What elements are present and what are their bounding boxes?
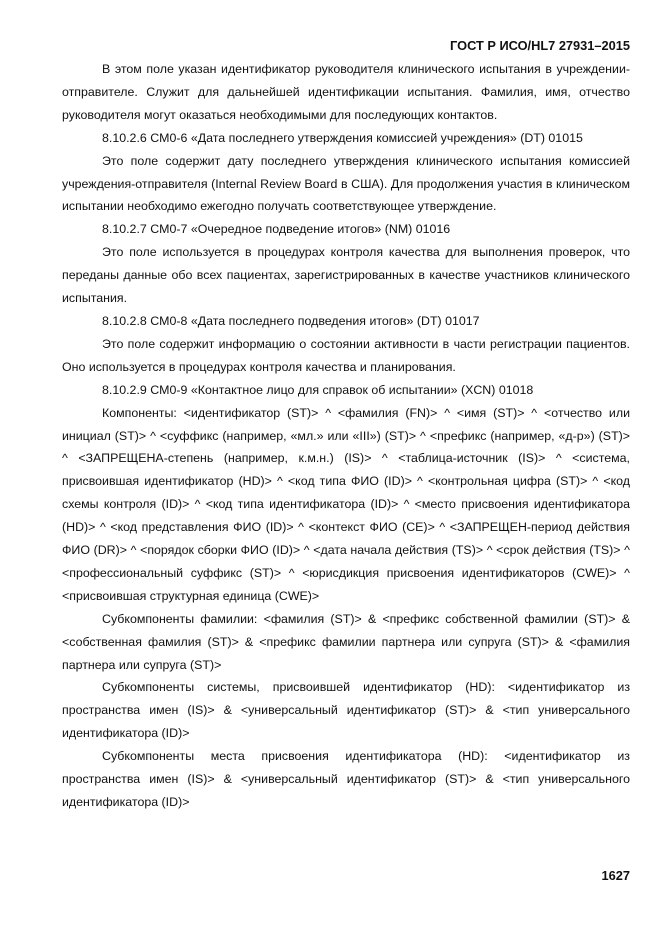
paragraph-next-review: Это поле используется в процедурах контроля качества для выполнения проверок, что переданы данные обо всех пациентах, зарегистрированных в качестве участников клинического испытания.	[62, 245, 630, 306]
section-heading-8-10-2-7: 8.10.2.7 CM0-7 «Очередное подведение итогов» (NM) 01016	[102, 222, 451, 237]
paragraph-last-review-date: Это поле содержит информацию о состоянии активности в части регистрации пациентов. Оно используется в процедурах контроля качества и планирования.	[62, 336, 630, 374]
paragraph-system-subcomponents: Субкомпоненты системы, присвоившей идентификатор (HD): <идентификатор из пространства имен (IS)> & <универсальный идентификатор (ST)> & <тип универсального идентификатора (ID)>	[62, 680, 630, 741]
standard-header: ГОСТ Р ИСО/HL7 27931–2015	[450, 38, 630, 53]
section-heading-8-10-2-9: 8.10.2.9 CM0-9 «Контактное лицо для справок об испытании» (XCN) 01018	[102, 382, 534, 397]
page-body	[62, 58, 630, 814]
page-number: 1627	[601, 868, 630, 883]
paragraph-place-subcomponents: Субкомпоненты места присвоения идентификатора (HD): <идентификатор из пространства имен (IS)> & <универсальный идентификатор (ST)> & <тип универсального идентификатора (ID)>	[62, 749, 630, 809]
paragraph-approval-date: Это поле содержит дату последнего утверждения клинического испытания комиссией учреждения-отправителя (Internal Review Board в США). Для продолжения участия в клиническом испытании необходимо ежегодно получать соответствующее утверждение.	[62, 153, 630, 214]
section-heading-8-10-2-6: 8.10.2.6 CM0-6 «Дата последнего утверждения комиссией учреждения» (DT) 01015	[102, 130, 583, 145]
section-heading-8-10-2-8: 8.10.2.8 CM0-8 «Дата последнего подведения итогов» (DT) 01017	[102, 313, 480, 328]
paragraph-leader-id: В этом поле указан идентификатор руководителя клинического испытания в учреждении-отправителе. Служит для дальнейшей идентификации испытания. Фамилия, имя, отчество руководителя могут оказаться необходимыми для последующих контактов.	[62, 62, 630, 122]
paragraph-components: Компоненты: <идентификатор (ST)> ^ <фамилия (FN)> ^ <имя (ST)> ^ <отчество или инициал (ST)> ^ <суффикс (например, «мл.» или «III») (ST)> ^ <префикс (например, «д-р») (ST)> ^ <ЗАПРЕЩЕНА-степень (например, к.м.н.) (IS)> ^ <таблица-источник (IS)> ^ <система, присвоившая идентификатор (HD)> ^ <код типа ФИО (ID)> ^ <контрольная цифра (ST)> ^ <код схемы контроля (ID)> ^ <код типа идентификатора (ID)> ^ <место присвоения идентификатора (HD)> ^ <код представления ФИО (ID)> ^ <контекст ФИО (CE)> ^ <ЗАПРЕЩЕН-период действия ФИО (DR)> ^ <порядок сборки ФИО (ID)> ^ <дата начала действия (TS)> ^ <срок действия (TS)> ^ <профессиональный суффикс (ST)> ^ <юрисдикция присвоения идентификаторов (CWE)> ^ <присвоившая структурная единица (CWE)>	[62, 405, 630, 603]
paragraph-family-subcomponents: Субкомпоненты фамилии: <фамилия (ST)> & <префикс собственной фамилии (ST)> & <собственная фамилия (ST)> & <префикс фамилии партнера или супруга (ST)> & <фамилия партнера или супруга (ST)>	[62, 611, 630, 672]
